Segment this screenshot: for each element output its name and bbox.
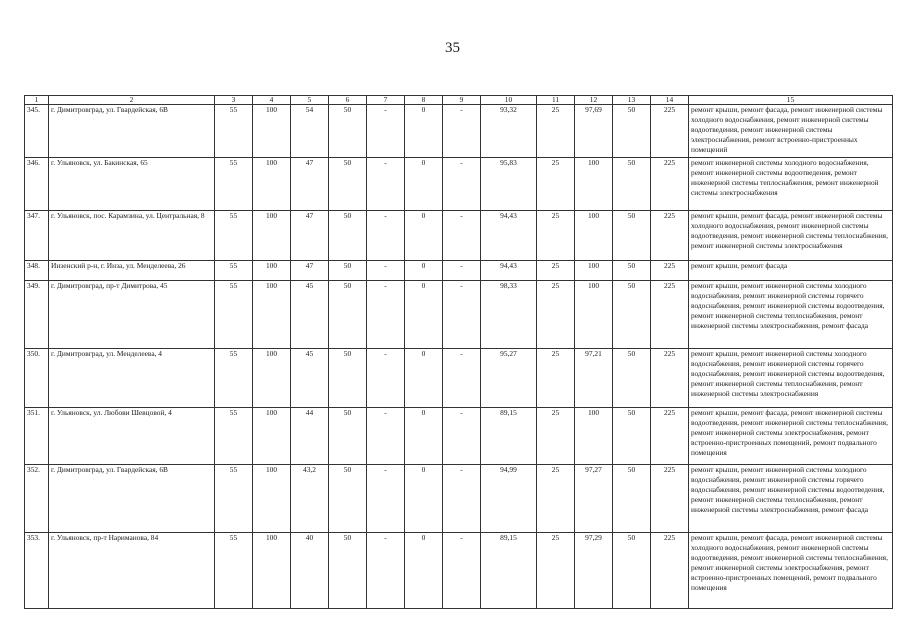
- value-cell: 225: [651, 211, 689, 261]
- value-cell: -: [367, 465, 405, 533]
- value-cell: 100: [575, 408, 613, 465]
- table-row: [25, 349, 893, 408]
- repair-works-cell: ремонт крыши, ремонт фасада, ремонт инженерной системы водоотведения, ремонт инженерной системы теплоснабжения, ремонт инженерной системы электроснабжения, ремонт встроенно-пристроенных помещений, ремонт подвального помещения: [689, 408, 893, 465]
- address-cell: г. Димитровград, пр-т Димитрова, 45: [49, 281, 215, 349]
- address-cell: Инзенский р-н, г. Инза, ул. Менделеева, 26: [49, 261, 215, 281]
- value-cell: 95,83: [481, 158, 537, 211]
- value-cell: 54: [291, 105, 329, 158]
- value-cell: 50: [613, 105, 651, 158]
- value-cell: -: [443, 465, 481, 533]
- value-cell: 225: [651, 465, 689, 533]
- value-cell: 25: [537, 105, 575, 158]
- value-cell: 50: [613, 533, 651, 609]
- value-cell: 55: [215, 465, 253, 533]
- value-cell: 100: [253, 533, 291, 609]
- value-cell: -: [367, 349, 405, 408]
- value-cell: 97,29: [575, 533, 613, 609]
- row-number-cell: 350.: [25, 349, 49, 408]
- repair-works-cell: ремонт крыши, ремонт фасада, ремонт инженерной системы холодного водоснабжения, ремонт инженерной системы водоотведения, ремонт инженерной системы теплоснабжения, ремонт инженерной системы электроснабжения: [689, 211, 893, 261]
- address-cell: г. Димитровград, ул. Менделеева, 4: [49, 349, 215, 408]
- value-cell: 50: [329, 281, 367, 349]
- value-cell: 97,27: [575, 465, 613, 533]
- value-cell: 50: [329, 349, 367, 408]
- row-number-cell: 349.: [25, 281, 49, 349]
- table-row: [25, 261, 893, 281]
- repair-works-cell: ремонт крыши, ремонт инженерной системы холодного водоснабжения, ремонт инженерной системы горячего водоснабжения, ремонт инженерной системы водоотведения, ремонт инженерной системы теплоснабжения, ремонт инженерной системы электроснабжения, ремонт фасада: [689, 465, 893, 533]
- value-cell: -: [367, 281, 405, 349]
- value-cell: 0: [405, 408, 443, 465]
- value-cell: 100: [253, 211, 291, 261]
- value-cell: 55: [215, 211, 253, 261]
- value-cell: 25: [537, 261, 575, 281]
- value-cell: 45: [291, 281, 329, 349]
- column-number-row: [25, 96, 893, 105]
- value-cell: 25: [537, 211, 575, 261]
- value-cell: 94,43: [481, 211, 537, 261]
- page-number: 35: [445, 40, 460, 56]
- table-row: [25, 533, 893, 609]
- value-cell: 225: [651, 408, 689, 465]
- column-header: 4: [253, 96, 291, 105]
- value-cell: 97,69: [575, 105, 613, 158]
- column-header: 9: [443, 96, 481, 105]
- row-number-cell: 352.: [25, 465, 49, 533]
- column-header: 2: [49, 96, 215, 105]
- value-cell: 0: [405, 158, 443, 211]
- table-row: [25, 158, 893, 211]
- value-cell: 225: [651, 349, 689, 408]
- value-cell: 225: [651, 533, 689, 609]
- value-cell: 100: [253, 281, 291, 349]
- value-cell: 0: [405, 465, 443, 533]
- column-header: 1: [25, 96, 49, 105]
- value-cell: -: [367, 158, 405, 211]
- value-cell: 55: [215, 533, 253, 609]
- row-number-cell: 346.: [25, 158, 49, 211]
- column-header: 3: [215, 96, 253, 105]
- column-header: 5: [291, 96, 329, 105]
- value-cell: 40: [291, 533, 329, 609]
- value-cell: 89,15: [481, 533, 537, 609]
- value-cell: 0: [405, 349, 443, 408]
- value-cell: 225: [651, 261, 689, 281]
- value-cell: -: [367, 408, 405, 465]
- value-cell: 0: [405, 533, 443, 609]
- value-cell: 50: [329, 408, 367, 465]
- row-number-cell: 353.: [25, 533, 49, 609]
- value-cell: 0: [405, 281, 443, 349]
- value-cell: 98,33: [481, 281, 537, 349]
- value-cell: 100: [575, 158, 613, 211]
- repair-works-cell: ремонт инженерной системы холодного водоснабжения, ремонт инженерной системы водоотведения, ремонт инженерной системы теплоснабжения, ремонт инженерной системы электроснабжения: [689, 158, 893, 211]
- value-cell: -: [443, 281, 481, 349]
- value-cell: 50: [329, 261, 367, 281]
- address-cell: г. Ульяновск, пос. Карамзина, ул. Центральная, 8: [49, 211, 215, 261]
- value-cell: 50: [613, 281, 651, 349]
- value-cell: 100: [253, 408, 291, 465]
- value-cell: 100: [253, 349, 291, 408]
- value-cell: 50: [613, 408, 651, 465]
- value-cell: 0: [405, 211, 443, 261]
- value-cell: 44: [291, 408, 329, 465]
- value-cell: 50: [329, 533, 367, 609]
- value-cell: 225: [651, 281, 689, 349]
- value-cell: 55: [215, 105, 253, 158]
- value-cell: 94,99: [481, 465, 537, 533]
- value-cell: -: [443, 261, 481, 281]
- table-row: [25, 211, 893, 261]
- value-cell: -: [443, 211, 481, 261]
- value-cell: -: [367, 105, 405, 158]
- value-cell: 50: [329, 465, 367, 533]
- repair-works-cell: ремонт крыши, ремонт фасада, ремонт инженерной системы холодного водоснабжения, ремонт инженерной системы водоотведения, ремонт инженерной системы теплоснабжения, ремонт инженерной системы электроснабжения, ремонт встроенно-пристроенных помещений, ремонт подвального помещения: [689, 533, 893, 609]
- row-number-cell: 347.: [25, 211, 49, 261]
- value-cell: 47: [291, 211, 329, 261]
- value-cell: -: [367, 211, 405, 261]
- table-row: [25, 281, 893, 349]
- value-cell: 55: [215, 261, 253, 281]
- value-cell: 100: [253, 105, 291, 158]
- value-cell: 50: [329, 105, 367, 158]
- value-cell: 25: [537, 465, 575, 533]
- value-cell: -: [443, 105, 481, 158]
- value-cell: 43,2: [291, 465, 329, 533]
- value-cell: 50: [613, 465, 651, 533]
- value-cell: 225: [651, 105, 689, 158]
- value-cell: -: [443, 158, 481, 211]
- value-cell: -: [367, 261, 405, 281]
- value-cell: 50: [613, 261, 651, 281]
- value-cell: 45: [291, 349, 329, 408]
- value-cell: 55: [215, 281, 253, 349]
- value-cell: 100: [253, 465, 291, 533]
- address-cell: г. Ульяновск, ул. Бакинская, 65: [49, 158, 215, 211]
- repair-works-cell: ремонт крыши, ремонт инженерной системы холодного водоснабжения, ремонт инженерной системы горячего водоснабжения, ремонт инженерной системы водоотведения, ремонт инженерной системы теплоснабжения, ремонт инженерной системы электроснабжения, ремонт фасада: [689, 281, 893, 349]
- value-cell: -: [443, 533, 481, 609]
- address-cell: г. Ульяновск, пр-т Нариманова, 84: [49, 533, 215, 609]
- value-cell: 50: [329, 211, 367, 261]
- value-cell: 55: [215, 408, 253, 465]
- value-cell: 100: [253, 158, 291, 211]
- value-cell: 25: [537, 158, 575, 211]
- column-header: 6: [329, 96, 367, 105]
- value-cell: 55: [215, 158, 253, 211]
- repair-works-cell: ремонт крыши, ремонт фасада: [689, 261, 893, 281]
- value-cell: 50: [613, 211, 651, 261]
- repair-works-cell: ремонт крыши, ремонт фасада, ремонт инженерной системы холодного водоснабжения, ремонт инженерной системы водоотведения, ремонт инженерной системы электроснабжения, ремонт встроенно-пристроенных помещений: [689, 105, 893, 158]
- value-cell: -: [443, 349, 481, 408]
- value-cell: 25: [537, 281, 575, 349]
- table-row: [25, 408, 893, 465]
- value-cell: 93,32: [481, 105, 537, 158]
- table-row: [25, 105, 893, 158]
- value-cell: 50: [613, 349, 651, 408]
- repair-works-cell: ремонт крыши, ремонт инженерной системы холодного водоснабжения, ремонт инженерной системы горячего водоснабжения, ремонт инженерной системы водоотведения, ремонт инженерной системы теплоснабжения, ремонт инженерной системы электроснабжения: [689, 349, 893, 408]
- value-cell: 100: [575, 281, 613, 349]
- value-cell: 47: [291, 158, 329, 211]
- address-cell: г. Димитровград, ул. Гвардейская, 6В: [49, 465, 215, 533]
- repair-registry-table: [24, 95, 893, 609]
- column-header: 13: [613, 96, 651, 105]
- row-number-cell: 348.: [25, 261, 49, 281]
- column-header: 7: [367, 96, 405, 105]
- value-cell: 100: [575, 261, 613, 281]
- value-cell: 50: [329, 158, 367, 211]
- value-cell: 100: [575, 211, 613, 261]
- value-cell: 89,15: [481, 408, 537, 465]
- table-row: [25, 465, 893, 533]
- value-cell: -: [367, 533, 405, 609]
- value-cell: 47: [291, 261, 329, 281]
- column-header: 12: [575, 96, 613, 105]
- value-cell: 25: [537, 408, 575, 465]
- column-header: 11: [537, 96, 575, 105]
- value-cell: 100: [253, 261, 291, 281]
- row-number-cell: 351.: [25, 408, 49, 465]
- column-header: 14: [651, 96, 689, 105]
- value-cell: 25: [537, 533, 575, 609]
- value-cell: 25: [537, 349, 575, 408]
- value-cell: 0: [405, 105, 443, 158]
- column-header: 10: [481, 96, 537, 105]
- address-cell: г. Ульяновск, ул. Любови Шевцовой, 4: [49, 408, 215, 465]
- value-cell: 95,27: [481, 349, 537, 408]
- value-cell: 55: [215, 349, 253, 408]
- value-cell: -: [443, 408, 481, 465]
- column-header: 8: [405, 96, 443, 105]
- value-cell: 225: [651, 158, 689, 211]
- value-cell: 94,43: [481, 261, 537, 281]
- address-cell: г. Димитровград, ул. Гвардейская, 6В: [49, 105, 215, 158]
- column-header: 15: [689, 96, 893, 105]
- value-cell: 50: [613, 158, 651, 211]
- value-cell: 0: [405, 261, 443, 281]
- value-cell: 97,21: [575, 349, 613, 408]
- row-number-cell: 345.: [25, 105, 49, 158]
